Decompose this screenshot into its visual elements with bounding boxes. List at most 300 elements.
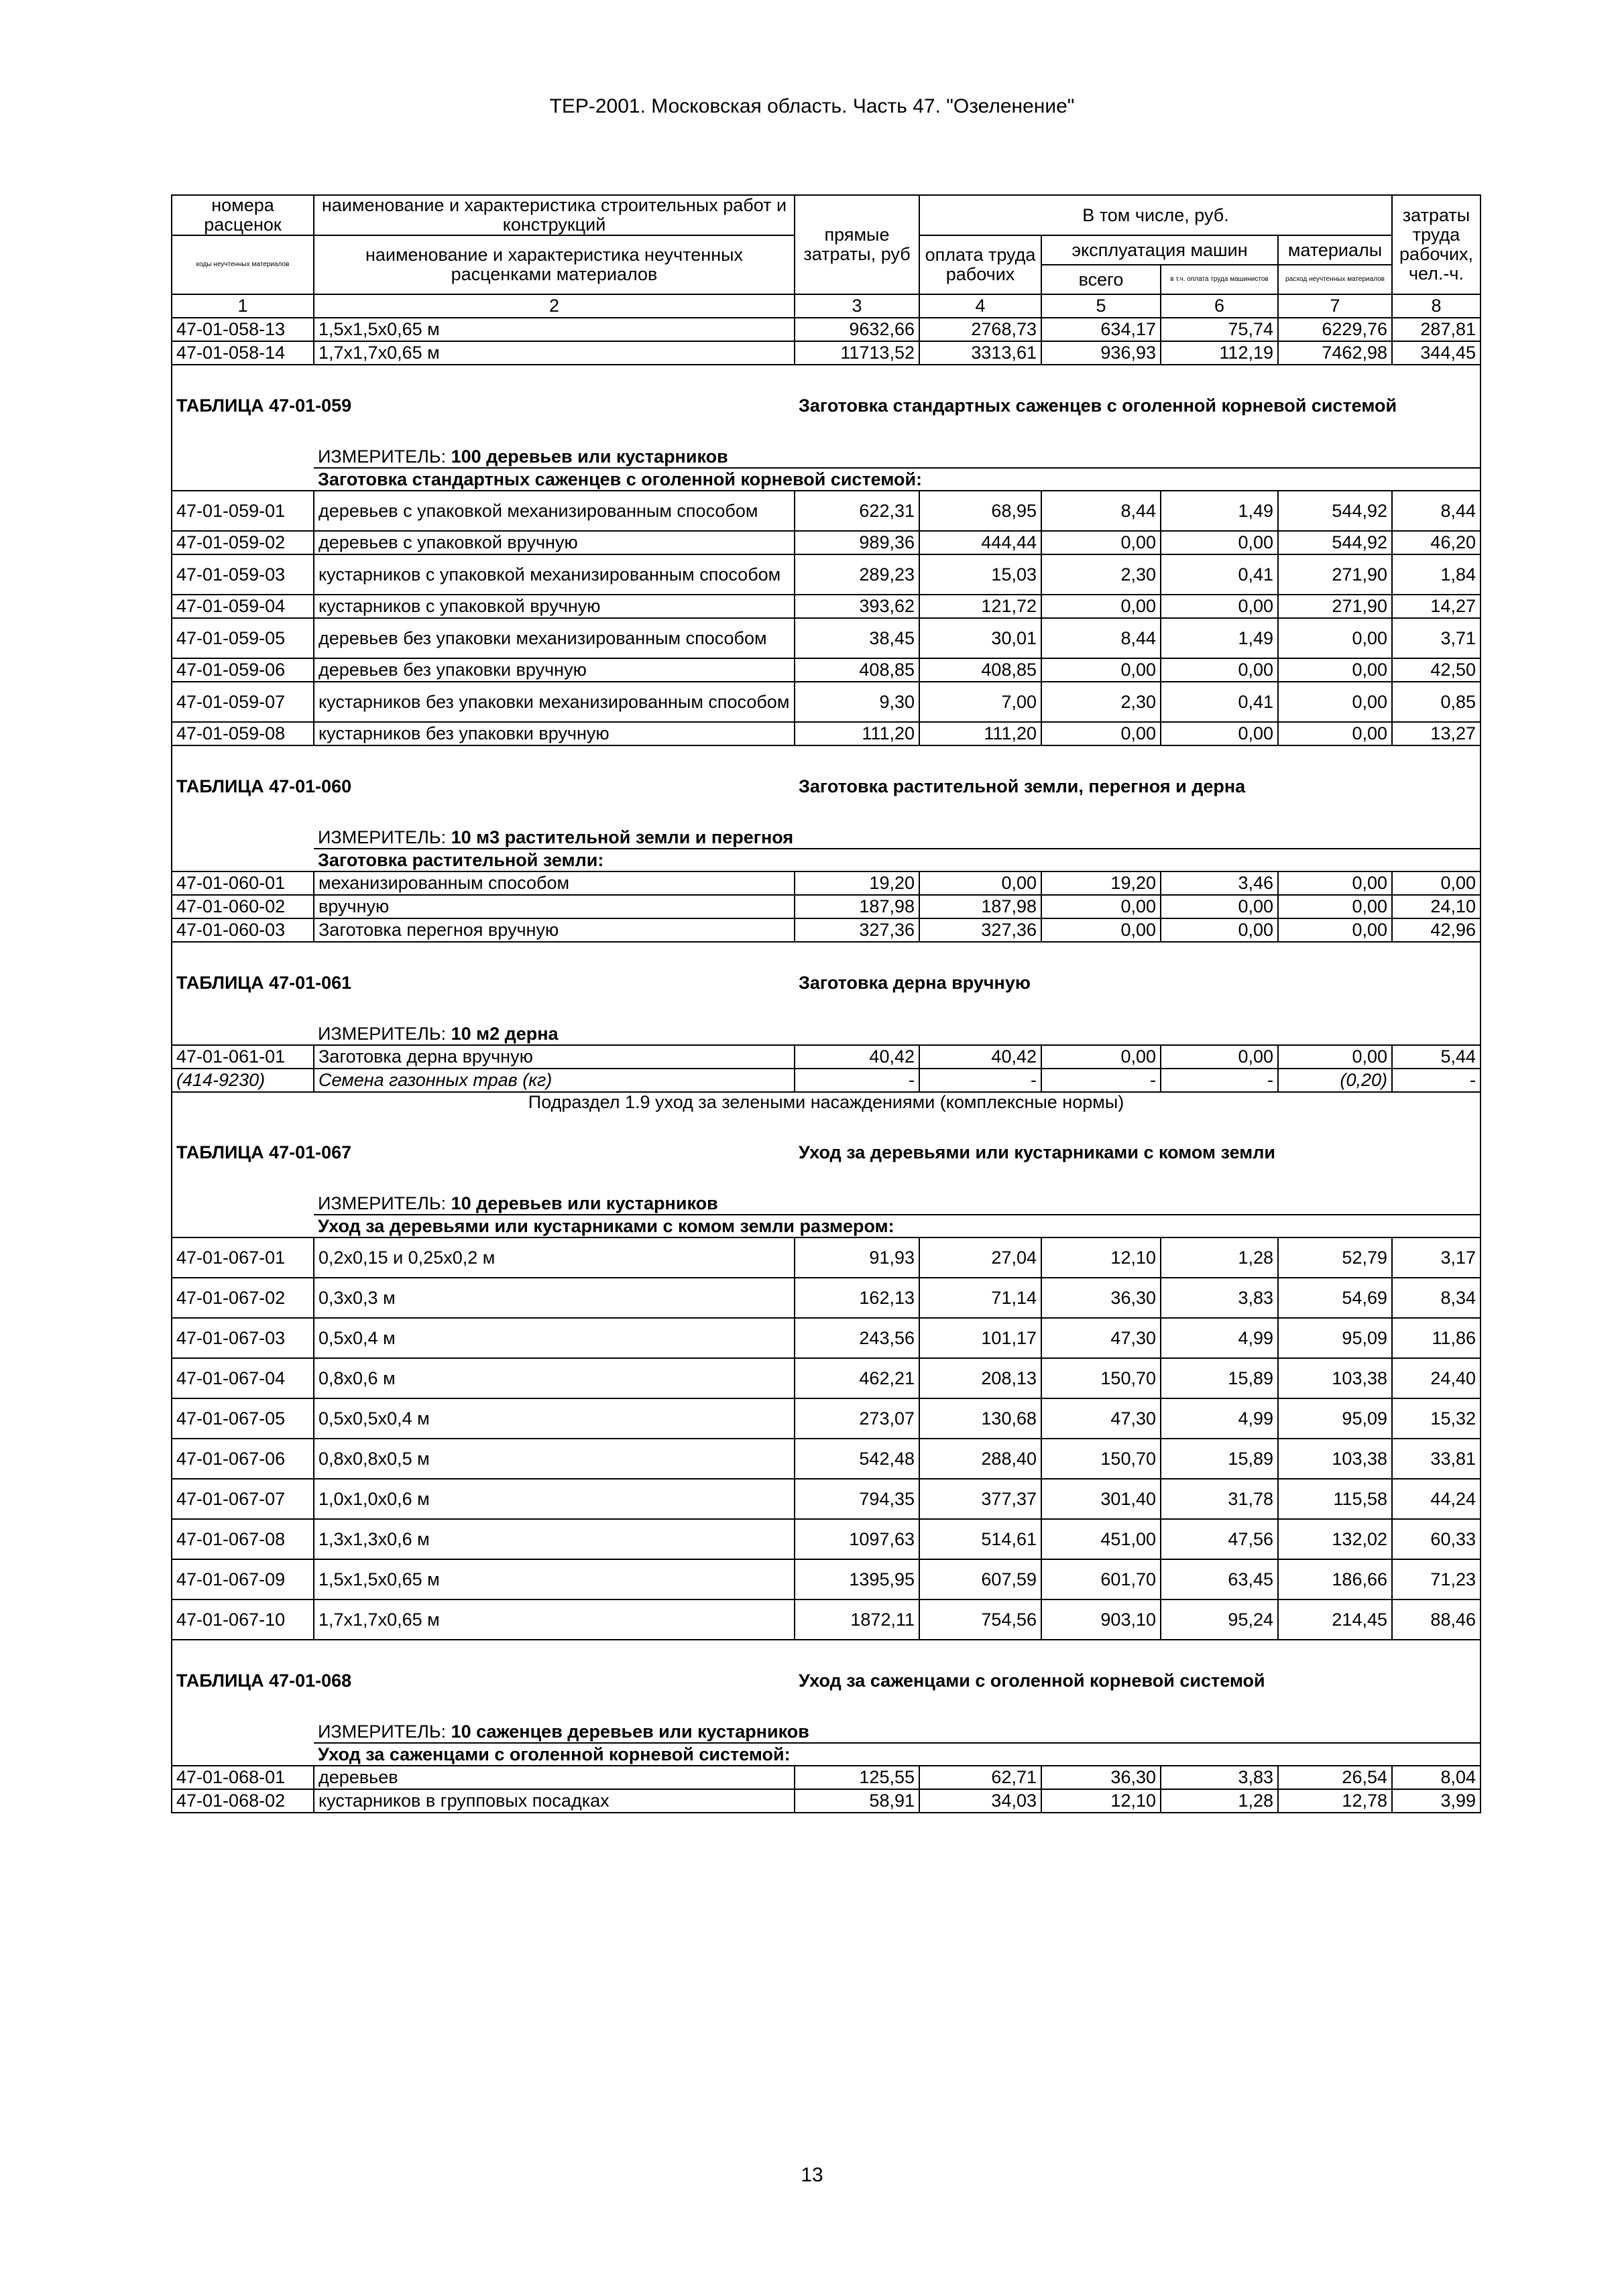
table-row	[172, 1045, 1481, 1069]
rate-name: кустарников в групповых посадках	[314, 1789, 795, 1813]
table-row	[172, 1398, 1481, 1439]
table-row	[172, 1278, 1481, 1318]
column-number: 2	[314, 294, 795, 318]
wages: 0,00	[919, 871, 1041, 895]
group-row	[172, 1743, 1481, 1766]
rate-name: 0,3х0,3 м	[314, 1278, 795, 1318]
header-machinists: в т.ч. оплата труда машинистов	[1161, 265, 1278, 294]
machines-total: 634,17	[1041, 318, 1161, 341]
column-number-row	[172, 294, 1481, 318]
table-title-row	[172, 745, 1481, 827]
measure-spacer	[172, 1721, 314, 1743]
table-header-row	[172, 195, 1481, 235]
wages: 514,61	[919, 1519, 1041, 1559]
rate-code: 47-01-067-01	[172, 1237, 314, 1278]
rate-code: 47-01-068-01	[172, 1766, 314, 1789]
header-name-sub: наименование и характеристика неучтенных расценками материалов	[314, 235, 795, 294]
labor-hours: 60,33	[1392, 1519, 1481, 1559]
labor-hours: 46,20	[1392, 531, 1481, 554]
machines-total: 36,30	[1041, 1766, 1161, 1789]
materials: (0,20)	[1278, 1069, 1392, 1092]
machines-total: 601,70	[1041, 1559, 1161, 1599]
table-row	[172, 1599, 1481, 1640]
rate-name: деревьев с упаковкой механизированным способом	[314, 491, 795, 531]
header-labor: затраты труда рабочих, чел.-ч.	[1392, 195, 1481, 294]
wages: 40,42	[919, 1045, 1041, 1069]
machines-total: 150,70	[1041, 1358, 1161, 1398]
machines-total: 2,30	[1041, 682, 1161, 722]
rate-code: 47-01-067-02	[172, 1278, 314, 1318]
group-heading: Уход за саженцами с оголенной корневой системой:	[314, 1743, 1481, 1766]
rate-name: 1,3х1,3х0,6 м	[314, 1519, 795, 1559]
header-machines: эксплуатация машин	[1041, 235, 1278, 265]
table-row	[172, 1789, 1481, 1813]
machinists-wages: 31,78	[1161, 1479, 1278, 1519]
rate-code: 47-01-059-06	[172, 658, 314, 682]
rate-code: 47-01-059-01	[172, 491, 314, 531]
materials: 52,79	[1278, 1237, 1392, 1278]
page-number: 13	[801, 2164, 823, 2186]
table-row	[172, 341, 1481, 365]
materials: 0,00	[1278, 1045, 1392, 1069]
materials: 95,09	[1278, 1318, 1392, 1358]
labor-hours: 0,85	[1392, 682, 1481, 722]
rate-name: 1,7х1,7х0,65 м	[314, 341, 795, 365]
machinists-wages: 0,00	[1161, 658, 1278, 682]
machinists-wages: -	[1161, 1069, 1278, 1092]
direct-cost: 162,13	[795, 1278, 919, 1318]
materials: 186,66	[1278, 1559, 1392, 1599]
table-row	[172, 531, 1481, 554]
wages: 101,17	[919, 1318, 1041, 1358]
table-row	[172, 658, 1481, 682]
table-row	[172, 1237, 1481, 1278]
table-row	[172, 722, 1481, 745]
direct-cost: 273,07	[795, 1398, 919, 1439]
labor-hours: 42,50	[1392, 658, 1481, 682]
direct-cost: 462,21	[795, 1358, 919, 1398]
rate-code: 47-01-059-03	[172, 554, 314, 595]
table-row	[172, 871, 1481, 895]
subsection-row	[172, 1092, 1481, 1112]
wages: 2768,73	[919, 318, 1041, 341]
measure-prefix: ИЗМЕРИТЕЛЬ:	[318, 446, 451, 467]
machinists-wages: 112,19	[1161, 341, 1278, 365]
rate-code: 47-01-059-02	[172, 531, 314, 554]
rate-name: механизированным способом	[314, 871, 795, 895]
labor-hours: 24,10	[1392, 895, 1481, 918]
group-spacer	[172, 1215, 314, 1237]
measure-prefix: ИЗМЕРИТЕЛЬ:	[318, 1721, 451, 1742]
direct-cost: 19,20	[795, 871, 919, 895]
machinists-wages: 63,45	[1161, 1559, 1278, 1599]
measure-spacer	[172, 827, 314, 849]
rate-code: (414-9230)	[172, 1069, 314, 1092]
materials: 214,45	[1278, 1599, 1392, 1640]
wages: 754,56	[919, 1599, 1041, 1640]
table-label: ТАБЛИЦА 47-01-067	[172, 1112, 795, 1193]
rate-name: Заготовка перегноя вручную	[314, 918, 795, 942]
rate-code: 47-01-058-13	[172, 318, 314, 341]
wages: 444,44	[919, 531, 1041, 554]
table-title: Заготовка стандартных саженцев с оголенной корневой системой	[795, 365, 1481, 446]
labor-hours: 8,44	[1392, 491, 1481, 531]
machinists-wages: 0,00	[1161, 918, 1278, 942]
rate-name: кустарников с упаковкой механизированным способом	[314, 554, 795, 595]
header-materials: материалы	[1278, 235, 1392, 265]
group-row	[172, 1215, 1481, 1237]
header-direct-costs: прямые затраты, руб	[795, 195, 919, 294]
wages: 288,40	[919, 1439, 1041, 1479]
rate-name: деревьев	[314, 1766, 795, 1789]
machinists-wages: 0,00	[1161, 722, 1278, 745]
table-title: Заготовка дерна вручную	[795, 942, 1481, 1023]
group-heading: Заготовка растительной земли:	[314, 849, 1481, 871]
wages: 130,68	[919, 1398, 1041, 1439]
direct-cost: 125,55	[795, 1766, 919, 1789]
measure-unit: 10 деревьев или кустарников	[451, 1193, 718, 1213]
rate-code: 47-01-067-06	[172, 1439, 314, 1479]
materials: 0,00	[1278, 682, 1392, 722]
rate-code: 47-01-060-02	[172, 895, 314, 918]
measure-row	[172, 1721, 1481, 1743]
wages: 7,00	[919, 682, 1041, 722]
column-number: 5	[1041, 294, 1161, 318]
machines-total: 36,30	[1041, 1278, 1161, 1318]
labor-hours: 0,00	[1392, 871, 1481, 895]
rate-name: 1,7х1,7х0,65 м	[314, 1599, 795, 1640]
rate-code: 47-01-059-08	[172, 722, 314, 745]
labor-hours: 8,04	[1392, 1766, 1481, 1789]
machines-total: 903,10	[1041, 1599, 1161, 1640]
labor-hours: 71,23	[1392, 1559, 1481, 1599]
labor-hours: 3,17	[1392, 1237, 1481, 1278]
rate-name: 0,2х0,15 и 0,25х0,2 м	[314, 1237, 795, 1278]
direct-cost: 58,91	[795, 1789, 919, 1813]
rate-name: Семена газонных трав (кг)	[314, 1069, 795, 1092]
table-row	[172, 682, 1481, 722]
materials: 0,00	[1278, 658, 1392, 682]
labor-hours: 14,27	[1392, 595, 1481, 618]
labor-hours: 8,34	[1392, 1278, 1481, 1318]
machines-total: 0,00	[1041, 1045, 1161, 1069]
rate-name: Заготовка дерна вручную	[314, 1045, 795, 1069]
table-title: Уход за саженцами с оголенной корневой системой	[795, 1640, 1481, 1721]
rate-name: деревьев без упаковки механизированным способом	[314, 618, 795, 658]
rate-name: деревьев без упаковки вручную	[314, 658, 795, 682]
rate-name: деревьев с упаковкой вручную	[314, 531, 795, 554]
machinists-wages: 0,00	[1161, 595, 1278, 618]
direct-cost: 989,36	[795, 531, 919, 554]
table-row	[172, 618, 1481, 658]
machines-total: 0,00	[1041, 918, 1161, 942]
labor-hours: 3,71	[1392, 618, 1481, 658]
table-row	[172, 1479, 1481, 1519]
measure-unit: 100 деревьев или кустарников	[451, 446, 728, 467]
header-materials-sub: расход неучтенных материалов	[1278, 265, 1392, 294]
column-number: 6	[1161, 294, 1278, 318]
materials: 103,38	[1278, 1439, 1392, 1479]
table-label: ТАБЛИЦА 47-01-060	[172, 745, 795, 827]
rate-code: 47-01-061-01	[172, 1045, 314, 1069]
direct-cost: 11713,52	[795, 341, 919, 365]
labor-hours: 344,45	[1392, 341, 1481, 365]
labor-hours: 3,99	[1392, 1789, 1481, 1813]
table-title-row	[172, 1640, 1481, 1721]
direct-cost: -	[795, 1069, 919, 1092]
page-title: ТЕР-2001. Московская область. Часть 47. "Озеленение"	[549, 95, 1075, 117]
machinists-wages: 15,89	[1161, 1439, 1278, 1479]
table-row	[172, 1318, 1481, 1358]
machinists-wages: 0,00	[1161, 895, 1278, 918]
labor-hours: 5,44	[1392, 1045, 1481, 1069]
machines-total: 12,10	[1041, 1237, 1161, 1278]
materials: 12,78	[1278, 1789, 1392, 1813]
labor-hours: 33,81	[1392, 1439, 1481, 1479]
rate-name: 1,0х1,0х0,6 м	[314, 1479, 795, 1519]
measure-prefix: ИЗМЕРИТЕЛЬ:	[318, 1193, 451, 1213]
table-row	[172, 1766, 1481, 1789]
rate-name: 1,5х1,5х0,65 м	[314, 318, 795, 341]
direct-cost: 1395,95	[795, 1559, 919, 1599]
table-row	[172, 1358, 1481, 1398]
table-row	[172, 1439, 1481, 1479]
wages: 30,01	[919, 618, 1041, 658]
labor-hours: -	[1392, 1069, 1481, 1092]
direct-cost: 622,31	[795, 491, 919, 531]
measure-unit: 10 саженцев деревьев или кустарников	[451, 1721, 809, 1742]
direct-cost: 243,56	[795, 1318, 919, 1358]
direct-cost: 40,42	[795, 1045, 919, 1069]
wages: 408,85	[919, 658, 1041, 682]
rate-code: 47-01-067-10	[172, 1599, 314, 1640]
direct-cost: 542,48	[795, 1439, 919, 1479]
materials: 0,00	[1278, 871, 1392, 895]
wages: 607,59	[919, 1559, 1041, 1599]
header-including: В том числе, руб.	[919, 195, 1392, 235]
header-codes-sub: коды неучтенных материалов	[172, 235, 314, 294]
machines-total: 301,40	[1041, 1479, 1161, 1519]
machinists-wages: 0,00	[1161, 531, 1278, 554]
materials: 544,92	[1278, 491, 1392, 531]
machines-total: 47,30	[1041, 1398, 1161, 1439]
rate-code: 47-01-060-03	[172, 918, 314, 942]
wages: 377,37	[919, 1479, 1041, 1519]
wages: 68,95	[919, 491, 1041, 531]
wages: 121,72	[919, 595, 1041, 618]
rate-code: 47-01-060-01	[172, 871, 314, 895]
rate-name: кустарников без упаковки вручную	[314, 722, 795, 745]
measure-cell	[314, 1721, 1481, 1743]
direct-cost: 1872,11	[795, 1599, 919, 1640]
machinists-wages: 1,28	[1161, 1237, 1278, 1278]
materials: 544,92	[1278, 531, 1392, 554]
table-title-row	[172, 942, 1481, 1023]
subsection-title: Подраздел 1.9 уход за зелеными насаждениями (комплексные нормы)	[172, 1092, 1481, 1112]
wages: 15,03	[919, 554, 1041, 595]
group-row	[172, 849, 1481, 871]
direct-cost: 1097,63	[795, 1519, 919, 1559]
machines-total: 8,44	[1041, 618, 1161, 658]
machinists-wages: 1,49	[1161, 618, 1278, 658]
machinists-wages: 1,49	[1161, 491, 1278, 531]
labor-hours: 44,24	[1392, 1479, 1481, 1519]
rate-code: 47-01-067-08	[172, 1519, 314, 1559]
wages: 71,14	[919, 1278, 1041, 1318]
materials: 103,38	[1278, 1358, 1392, 1398]
machinists-wages: 0,41	[1161, 554, 1278, 595]
column-number: 3	[795, 294, 919, 318]
machines-total: 47,30	[1041, 1318, 1161, 1358]
table-row	[172, 491, 1481, 531]
rate-code: 47-01-067-03	[172, 1318, 314, 1358]
materials: 132,02	[1278, 1519, 1392, 1559]
table-row	[172, 595, 1481, 618]
machines-total: 150,70	[1041, 1439, 1161, 1479]
machinists-wages: 3,46	[1161, 871, 1278, 895]
rate-code: 47-01-059-05	[172, 618, 314, 658]
rate-code: 47-01-067-05	[172, 1398, 314, 1439]
table-label: ТАБЛИЦА 47-01-059	[172, 365, 795, 446]
direct-cost: 794,35	[795, 1479, 919, 1519]
labor-hours: 13,27	[1392, 722, 1481, 745]
machinists-wages: 75,74	[1161, 318, 1278, 341]
measure-cell	[314, 1193, 1481, 1215]
machinists-wages: 15,89	[1161, 1358, 1278, 1398]
materials: 6229,76	[1278, 318, 1392, 341]
wages: -	[919, 1069, 1041, 1092]
rate-code: 47-01-067-09	[172, 1559, 314, 1599]
rate-name: 1,5х1,5х0,65 м	[314, 1559, 795, 1599]
labor-hours: 24,40	[1392, 1358, 1481, 1398]
group-row	[172, 468, 1481, 491]
direct-cost: 111,20	[795, 722, 919, 745]
rate-code: 47-01-068-02	[172, 1789, 314, 1813]
table-row	[172, 895, 1481, 918]
materials: 115,58	[1278, 1479, 1392, 1519]
rate-name: 0,5х0,4 м	[314, 1318, 795, 1358]
measure-cell	[314, 1023, 1481, 1045]
direct-cost: 327,36	[795, 918, 919, 942]
column-number: 4	[919, 294, 1041, 318]
machinists-wages: 4,99	[1161, 1318, 1278, 1358]
direct-cost: 408,85	[795, 658, 919, 682]
machinists-wages: 3,83	[1161, 1278, 1278, 1318]
rate-code: 47-01-059-07	[172, 682, 314, 722]
labor-hours: 11,86	[1392, 1318, 1481, 1358]
column-number: 8	[1392, 294, 1481, 318]
machinists-wages: 3,83	[1161, 1766, 1278, 1789]
materials: 0,00	[1278, 895, 1392, 918]
wages: 111,20	[919, 722, 1041, 745]
machinists-wages: 1,28	[1161, 1789, 1278, 1813]
machines-total: 0,00	[1041, 722, 1161, 745]
direct-cost: 289,23	[795, 554, 919, 595]
wages: 208,13	[919, 1358, 1041, 1398]
machines-total: 0,00	[1041, 531, 1161, 554]
labor-hours: 1,84	[1392, 554, 1481, 595]
machinists-wages: 95,24	[1161, 1599, 1278, 1640]
header-name: наименование и характеристика строительных работ и конструкций	[314, 195, 795, 235]
machines-total: 0,00	[1041, 658, 1161, 682]
materials: 95,09	[1278, 1398, 1392, 1439]
measure-prefix: ИЗМЕРИТЕЛЬ:	[318, 1023, 451, 1044]
table-title-row	[172, 365, 1481, 446]
labor-hours: 42,96	[1392, 918, 1481, 942]
materials: 271,90	[1278, 595, 1392, 618]
direct-cost: 9,30	[795, 682, 919, 722]
materials: 0,00	[1278, 918, 1392, 942]
machinists-wages: 47,56	[1161, 1519, 1278, 1559]
direct-cost: 38,45	[795, 618, 919, 658]
wages: 27,04	[919, 1237, 1041, 1278]
table-title: Заготовка растительной земли, перегноя и дерна	[795, 745, 1481, 827]
machines-total: 936,93	[1041, 341, 1161, 365]
column-number: 7	[1278, 294, 1392, 318]
machinists-wages: 0,41	[1161, 682, 1278, 722]
rate-code: 47-01-058-14	[172, 341, 314, 365]
materials: 271,90	[1278, 554, 1392, 595]
machinists-wages: 4,99	[1161, 1398, 1278, 1439]
measure-spacer	[172, 1023, 314, 1045]
materials: 26,54	[1278, 1766, 1392, 1789]
labor-hours: 88,46	[1392, 1599, 1481, 1640]
header-codes: номера расценок	[172, 195, 314, 235]
table-title-row	[172, 1112, 1481, 1193]
table-label: ТАБЛИЦА 47-01-061	[172, 942, 795, 1023]
group-spacer	[172, 1743, 314, 1766]
table-row	[172, 918, 1481, 942]
rate-name: кустарников с упаковкой вручную	[314, 595, 795, 618]
table-row	[172, 1559, 1481, 1599]
measure-unit: 10 м2 дерна	[451, 1023, 559, 1044]
direct-cost: 91,93	[795, 1237, 919, 1278]
table-row	[172, 1519, 1481, 1559]
direct-cost: 393,62	[795, 595, 919, 618]
rate-name: вручную	[314, 895, 795, 918]
materials: 0,00	[1278, 722, 1392, 745]
wages: 62,71	[919, 1766, 1041, 1789]
rate-table	[171, 194, 1481, 1813]
materials: 54,69	[1278, 1278, 1392, 1318]
measure-unit: 10 м3 растительной земли и перегноя	[451, 827, 794, 847]
table-title: Уход за деревьями или кустарниками с комом земли	[795, 1112, 1481, 1193]
group-spacer	[172, 468, 314, 491]
labor-hours: 287,81	[1392, 318, 1481, 341]
group-heading: Уход за деревьями или кустарниками с комом земли размером:	[314, 1215, 1481, 1237]
machines-total: 2,30	[1041, 554, 1161, 595]
group-heading: Заготовка стандартных саженцев с оголенной корневой системой:	[314, 468, 1481, 491]
wages: 3313,61	[919, 341, 1041, 365]
wages: 187,98	[919, 895, 1041, 918]
direct-cost: 9632,66	[795, 318, 919, 341]
table-row	[172, 318, 1481, 341]
labor-hours: 15,32	[1392, 1398, 1481, 1439]
measure-spacer	[172, 446, 314, 468]
materials: 7462,98	[1278, 341, 1392, 365]
machines-total: 451,00	[1041, 1519, 1161, 1559]
machines-total: -	[1041, 1069, 1161, 1092]
rate-name: 0,5х0,5х0,4 м	[314, 1398, 795, 1439]
measure-cell	[314, 446, 1481, 468]
measure-row	[172, 446, 1481, 468]
wages: 327,36	[919, 918, 1041, 942]
direct-cost: 187,98	[795, 895, 919, 918]
measure-row	[172, 827, 1481, 849]
rate-code: 47-01-067-07	[172, 1479, 314, 1519]
machinists-wages: 0,00	[1161, 1045, 1278, 1069]
machines-total: 0,00	[1041, 595, 1161, 618]
